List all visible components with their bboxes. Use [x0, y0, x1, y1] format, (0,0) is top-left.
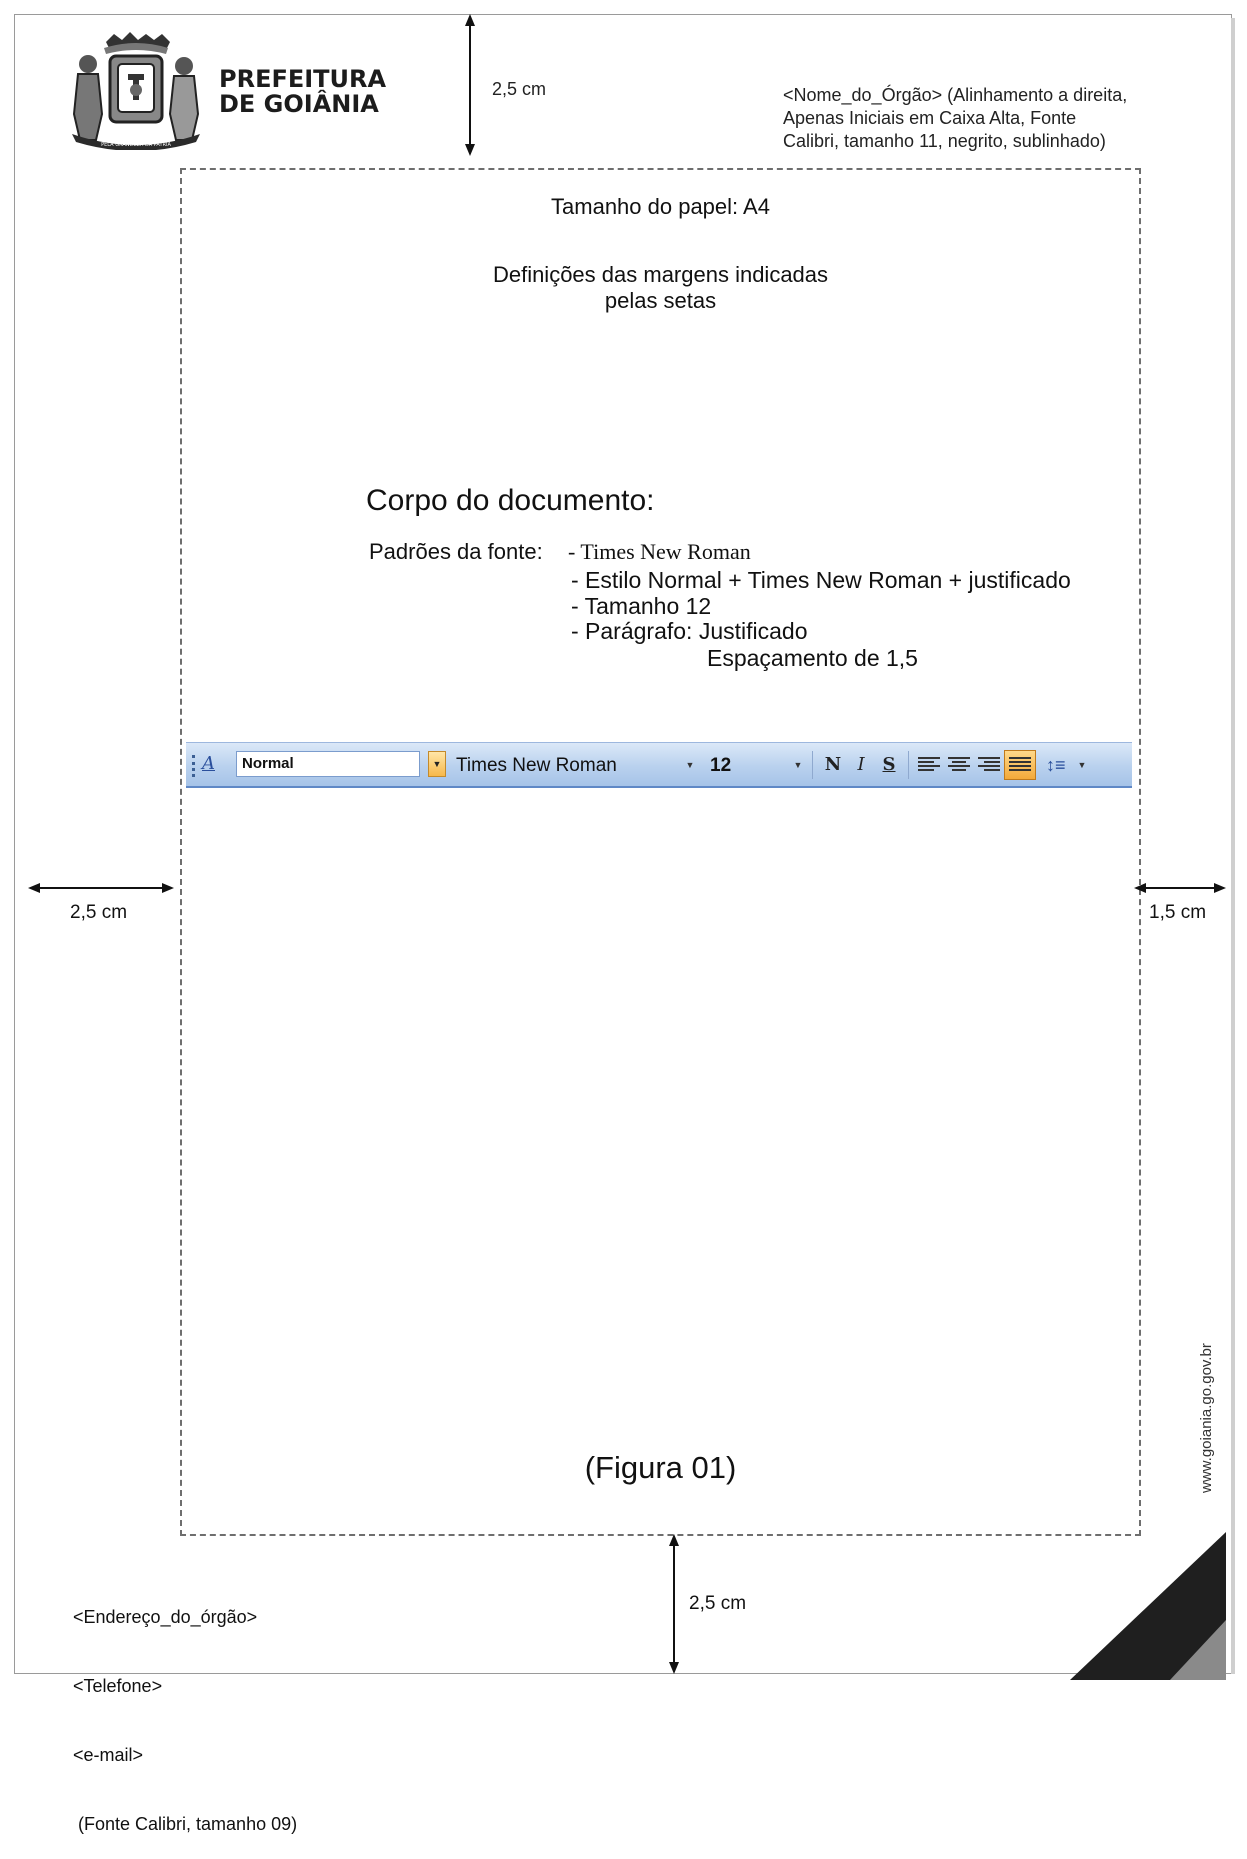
- corner-decoration: [1060, 1524, 1247, 1680]
- top-margin-arrow: [460, 14, 480, 156]
- org-note-line2: Apenas Iniciais em Caixa Alta, Fonte: [783, 108, 1077, 128]
- margins-line1: Definições das margens indicadas: [492, 262, 829, 287]
- justify-button-active[interactable]: [1004, 750, 1036, 780]
- paper-size-text: Tamanho do papel: A4: [551, 194, 770, 219]
- figure-caption: (Figura 01): [584, 1450, 737, 1485]
- style-select[interactable]: Normal: [236, 751, 420, 777]
- logo-motto: PELA GRANDEZA DA PÁTRIA: [101, 142, 171, 148]
- right-margin-arrow: [1134, 880, 1226, 896]
- padroes-item-paragraph: - Parágrafo: Justificado: [571, 618, 808, 644]
- padroes-item-font: - Times New Roman: [568, 539, 751, 564]
- city-crest-logo: [66, 30, 206, 150]
- padroes-item-spacing: Espaçamento de 1,5: [707, 645, 918, 671]
- align-right-icon[interactable]: [978, 755, 1000, 775]
- top-margin-label: 2,5 cm: [492, 79, 547, 99]
- toolbar-separator: [908, 751, 909, 779]
- right-margin-label: 1,5 cm: [1149, 902, 1207, 923]
- footer-block: [73, 1560, 297, 1859]
- bottom-margin-arrow: [664, 1534, 684, 1674]
- align-justify-icon: [1009, 755, 1031, 775]
- bold-button[interactable]: N: [824, 754, 842, 775]
- font-dropdown-button[interactable]: ▼: [685, 760, 695, 770]
- bottom-margin-label: 2,5 cm: [689, 1593, 747, 1614]
- strikethrough-button[interactable]: S: [882, 754, 896, 775]
- padroes-item-style: - Estilo Normal + Times New Roman + justificado: [571, 567, 1071, 593]
- footer-address: <Endereço_do_órgão>: [73, 1607, 258, 1627]
- formatting-toolbar: [186, 742, 1132, 788]
- page-shadow: [1231, 18, 1235, 1674]
- footer-email: <e-mail>: [73, 1745, 144, 1765]
- margins-line2: pelas setas: [604, 288, 717, 313]
- content-area-border: [180, 168, 1141, 1536]
- left-margin-arrow: [28, 880, 174, 896]
- toolbar-grip[interactable]: [192, 755, 198, 777]
- font-select[interactable]: Times New Roman: [456, 755, 617, 776]
- org-note-line3: Calibri, tamanho 11, negrito, sublinhado): [783, 131, 1106, 151]
- footer-font-note: (Fonte Calibri, tamanho 09): [73, 1814, 298, 1834]
- website-url: www.goiania.go.gov.br: [1198, 1343, 1215, 1493]
- align-left-icon[interactable]: [918, 755, 940, 775]
- left-margin-label: 2,5 cm: [70, 902, 128, 923]
- padroes-label: Padrões da fonte:: [369, 539, 543, 564]
- org-note-line1: <Nome_do_Órgão> (Alinhamento a direita,: [783, 85, 1128, 105]
- logo-title-line2: DE GOIÂNIA: [219, 90, 379, 118]
- toolbar-separator: [812, 751, 813, 779]
- size-select[interactable]: 12: [710, 755, 732, 776]
- size-dropdown-button[interactable]: ▼: [793, 760, 803, 770]
- footer-phone: <Telefone>: [73, 1676, 163, 1696]
- align-center-icon[interactable]: [948, 755, 970, 775]
- italic-button[interactable]: I: [857, 754, 865, 775]
- org-name-note: [783, 84, 1223, 153]
- logo-title-line1: PREFEITURA: [219, 65, 387, 93]
- margins-definition-text: [180, 262, 1141, 314]
- line-spacing-icon[interactable]: ↕≡: [1046, 755, 1066, 775]
- padroes-item-size: - Tamanho 12: [571, 593, 712, 619]
- style-dropdown-button[interactable]: ▼: [428, 751, 446, 777]
- corpo-title: Corpo do documento:: [366, 484, 655, 517]
- styles-icon[interactable]: A: [202, 753, 215, 774]
- line-spacing-dropdown[interactable]: ▼: [1077, 760, 1087, 770]
